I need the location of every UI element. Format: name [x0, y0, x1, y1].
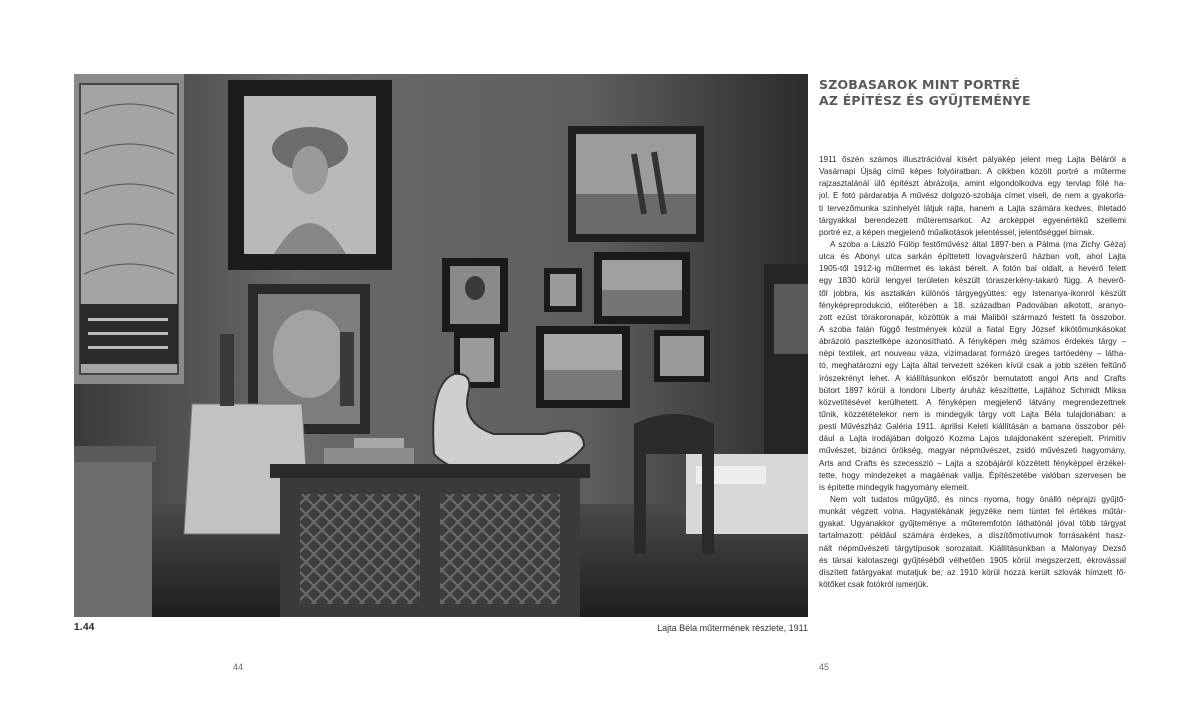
page-number-left: 44: [233, 662, 244, 672]
body-line: dául a Lajta irodájában dolgozó Kozma Lajos tulajdonaként szerepelt. Primitív: [819, 434, 1126, 444]
article-title: [819, 77, 1149, 108]
body-line: ábrázoló pasztellképe azonosítható. A fényképen még számos érdekes tárgy –: [819, 337, 1126, 347]
body-line: 1911 őszén számos illusztrációval kísért pályakép jelent meg Lajta Béláról a: [819, 155, 1126, 164]
body-line: tette, hogy mindezeket a magáénak vallja. Építészetébe valóban szervesen be: [819, 470, 1126, 480]
body-line: pesti Művészház Galéria 1911. áprilisi Keleti kiállításán a bamana összobor pél-: [819, 422, 1126, 432]
body-line: egy 1830 körül lengyel területen készült tóraszerkény-takaró függ. A heverő-: [819, 276, 1126, 286]
body-line: gyakat. Ugyanakkor gyűjteménye a műteremfotón láthatónál jóval több tárgyat: [819, 519, 1126, 529]
body-line: bútort 1897 körül a londoni Liberty áruház készíttette, Lajtához Schmidt Miksa: [819, 385, 1126, 395]
body-line: tartalmazott: például számára érdekes, a díszítőmotívumok forrásaként hasz-: [819, 531, 1126, 541]
page-number-right: 45: [819, 662, 830, 672]
body-line: ti tervezőmunka színhelyét látjuk rajta, hanem a Lajta számára kedves, ihletadó: [819, 203, 1126, 213]
body-line: tűnik, közzétételekor nem is mindegyik tárgy volt Lajta Béla tulajdonában: a: [819, 409, 1126, 419]
body-line: zott ezüst tórakoronapár, közöttük a mai Maliból származó festett fa összobor.: [819, 312, 1126, 322]
article-body: [819, 154, 1126, 591]
studio-photograph: [74, 74, 808, 617]
body-line: Arts and Crafts és szecesszió – Lajta a szobájáról közzétett fényképpel érzékel-: [819, 458, 1126, 468]
body-line: munkát végzett volna. Hagyatékának jegyzéke nem tüntet fel értékes műtár-: [819, 507, 1126, 517]
body-line: jol. E fotó párdarabja A művész dolgozó-szobája címet viseli, de nem a gyakorla-: [819, 191, 1126, 201]
figure-caption: Lajta Béla műtermének részlete, 1911: [657, 623, 808, 633]
body-line: től jobbra, kis asztalkán különös tárgyegyüttes: egy Istenanya-ikonról készült: [819, 288, 1126, 298]
body-line: rajzasztalánál ülő építészt ábrázolja, amint elgondolkodva egy tervlap fölé ha-: [819, 179, 1126, 189]
body-line: írószekrényt lehet. A kiállításunkon először bemutatott angol Arts and Crafts: [819, 373, 1126, 383]
body-line: is építette mindegyik hagyomány elemeit.: [819, 482, 970, 492]
body-line: és társai kalotaszegi gyűjtéséből vélhetően 1905 körül megszerzett, ékrovással: [819, 555, 1126, 565]
body-line: portré ez, a képen megjelenő műalkotások jelentéssel, jelentőséggel bírnak.: [819, 227, 1095, 237]
body-line: díszített fatárgyakat mutatjuk be; az 1910 körül hozzá került szlovák hímzett fő-: [819, 567, 1126, 577]
body-line: művészet, bizánci örökség, magyar népművészet, zsidó művészeti hagyomány,: [819, 446, 1126, 456]
title-line: AZ ÉPÍTÉSZ ÉS GYŰJTEMÉNYE: [819, 92, 1031, 108]
studio-photo-icon: [74, 74, 808, 617]
body-line: nált népművészeti tárgytípusok sorozatait. Kiállításunkban a Malonyay Dezső: [819, 543, 1126, 553]
body-line: közvetítésével kerülhetett. A fényképen megjelenő látvány megrendezettnek: [819, 397, 1126, 407]
title-line: SZOBASAROK MINT PORTRÉ: [819, 77, 1021, 92]
figure-number: 1.44: [74, 622, 95, 633]
body-line: Vasárnapi Újság című képes folyóiratban. A cikkben közölt portré a műterme: [819, 167, 1126, 177]
body-line: A szoba falán függő festmények közül a fiatal Egry József kikötőmunkásokat: [819, 324, 1126, 334]
body-line: tó, meghatározni egy Lajta által tervezett széken kívül csak a jobb szélen feltűnő: [819, 361, 1126, 371]
body-line: utca és Abonyi utca sarkán építtetett lovagvárszerű házban volt, ahol Lajta: [819, 252, 1126, 262]
body-line: népi textilek, art nouveau váza, vízimadarat formázó üreges tartóedény – látha-: [819, 349, 1126, 359]
body-line: Nem volt tudatos műgyűjtő, és nincs nyoma, hogy önálló néprajzi gyűjtő-: [830, 494, 1126, 504]
body-line: fényképreprodukció, előterében a 18. században Padovában alkotott, aranyo-: [819, 300, 1126, 310]
body-line: 1905-től 1912-ig műtermet és lakást bérelt. A fotón bal oldalt, a heverő felett: [819, 264, 1126, 274]
body-line: tárgyakkal berendezett műteremsarkot. Az arcképpel egyenértékű szellemi: [819, 215, 1126, 225]
body-line: A szoba a László Fülöp festőművész által 1897-ben a Pálma (ma Zichy Géza): [830, 239, 1126, 249]
body-line: kötőket csak fotókról ismerjük.: [819, 579, 929, 589]
